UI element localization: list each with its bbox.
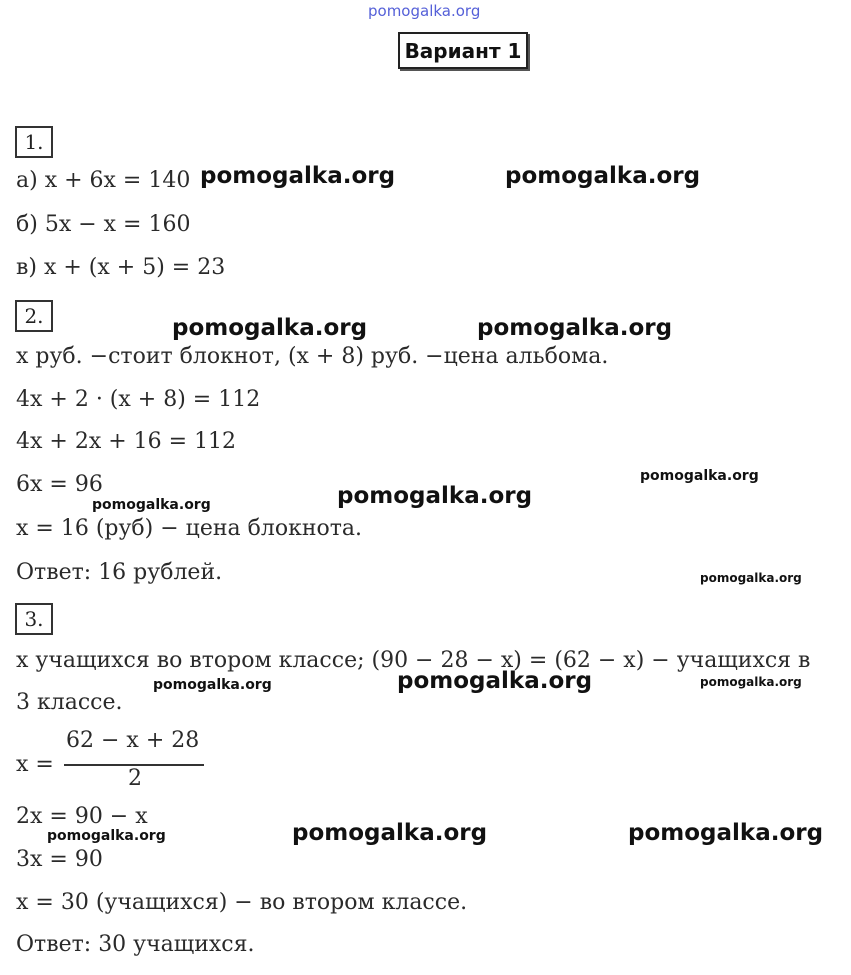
task1-line-c: в) x + (x + 5) = 23 (16, 255, 226, 280)
watermark: pomogalka.org (477, 315, 673, 341)
watermark-top: pomogalka.org (368, 2, 481, 20)
task3-line-5: x = 30 (учащихся) − во втором классе. (16, 890, 468, 915)
task2-line-3: 4x + 2x + 16 = 112 (16, 429, 237, 454)
task2-line-2: 4x + 2 · (x + 8) = 112 (16, 387, 261, 412)
watermark: pomogalka.org (505, 163, 701, 189)
watermark: pomogalka.org (628, 820, 824, 846)
watermark: pomogalka.org (700, 571, 802, 585)
task3-line-1: x учащихся во втором классе; (90 − 28 − x) = (62 − x) − учащихся в (16, 648, 811, 673)
task1-line-a: а) x + 6x = 140 (16, 168, 191, 193)
watermark: pomogalka.org (153, 677, 272, 693)
task2-answer: Ответ: 16 рублей. (16, 560, 223, 585)
fraction-lhs: x = (16, 752, 54, 777)
watermark: pomogalka.org (200, 163, 396, 189)
task1-line-b: б) 5x − x = 160 (16, 212, 191, 237)
task3-answer: Ответ: 30 учащихся. (16, 932, 255, 957)
watermark: pomogalka.org (292, 820, 488, 846)
task-number-1: 1. (15, 126, 53, 158)
watermark: pomogalka.org (92, 497, 211, 513)
page-title: Вариант 1 (398, 32, 528, 69)
watermark: pomogalka.org (47, 828, 166, 844)
watermark: pomogalka.org (700, 675, 802, 689)
watermark: pomogalka.org (172, 315, 368, 341)
task2-line-1: x руб. −стоит блокнот, (x + 8) руб. −цена альбома. (16, 344, 609, 369)
fraction-numerator: 62 − x + 28 (66, 728, 200, 753)
task-number-2: 2. (15, 300, 53, 332)
task3-line-2: 3 классе. (16, 690, 123, 715)
task2-line-5: x = 16 (руб) − цена блокнота. (16, 516, 363, 541)
watermark: pomogalka.org (397, 668, 593, 694)
task3-line-4: 3x = 90 (16, 847, 103, 872)
watermark: pomogalka.org (337, 483, 533, 509)
task3-line-3: 2x = 90 − x (16, 804, 148, 829)
fraction-denominator: 2 (128, 766, 142, 791)
task2-line-4: 6x = 96 (16, 472, 103, 497)
task-number-3: 3. (15, 603, 53, 635)
watermark: pomogalka.org (640, 468, 759, 484)
